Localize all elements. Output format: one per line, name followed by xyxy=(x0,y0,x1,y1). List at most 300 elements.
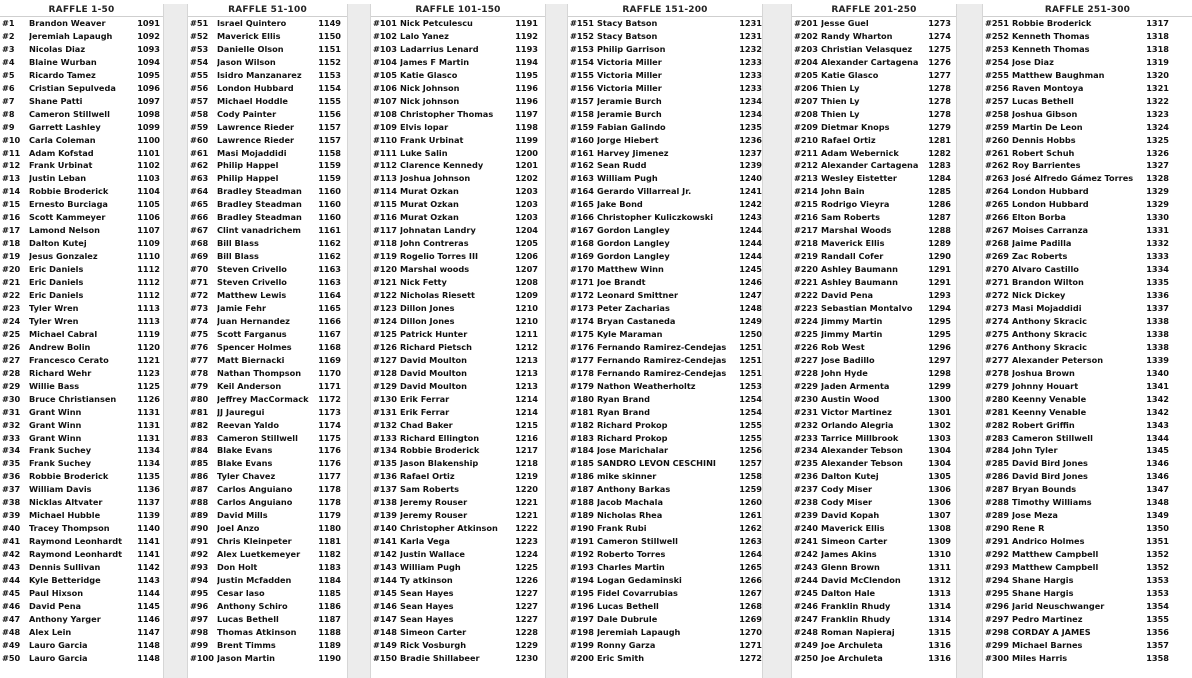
raffle-number: #31 xyxy=(2,406,21,417)
raffle-row xyxy=(568,561,762,574)
entrant-name: Joshua Brown xyxy=(1012,367,1075,378)
ticket-number: 1237 xyxy=(739,147,762,158)
ticket-number: 1338 xyxy=(1146,341,1169,352)
entrant-name: Nick Fetty xyxy=(400,277,447,288)
raffle-number: #93 xyxy=(190,562,209,573)
entrant-name: Richard Wehr xyxy=(29,367,92,378)
raffle-row xyxy=(0,354,163,367)
entrant-name: Blake Evans xyxy=(217,458,273,469)
entrant-name: Raymond Leonhardt xyxy=(29,549,123,560)
raffle-row xyxy=(983,496,1192,509)
raffle-row xyxy=(568,289,762,302)
entrant-name: Tracey Thompson xyxy=(29,523,110,534)
ticket-number: 1245 xyxy=(739,264,762,275)
ticket-number: 1268 xyxy=(739,600,762,611)
entrant-name: Clint vanadrichem xyxy=(217,225,301,236)
ticket-number: 1194 xyxy=(515,56,538,67)
raffle-number: #60 xyxy=(190,134,209,145)
entrant-name: Bradley Steadman xyxy=(217,212,302,223)
raffle-number: #220 xyxy=(794,264,818,275)
ticket-number: 1162 xyxy=(318,251,341,262)
raffle-number: #53 xyxy=(190,43,209,54)
raffle-number: #94 xyxy=(190,574,209,585)
entrant-name: Cameron Stillwell xyxy=(29,108,110,119)
entrant-name: Maverick Ellis xyxy=(821,523,885,534)
raffle-row xyxy=(188,224,347,237)
raffle-number: #208 xyxy=(794,108,818,119)
raffle-row xyxy=(983,367,1192,380)
raffle-number: #133 xyxy=(373,432,397,443)
raffle-row xyxy=(983,159,1192,172)
raffle-row xyxy=(568,56,762,69)
ticket-number: 1324 xyxy=(1146,121,1169,132)
ticket-number: 1248 xyxy=(739,302,762,313)
entrant-name: Masi Mojaddidi xyxy=(1012,302,1082,313)
entrant-name: Stacy Batson xyxy=(597,18,658,28)
raffle-number: #211 xyxy=(794,147,818,158)
entrant-name: Nick johnson xyxy=(400,95,460,106)
raffle-row xyxy=(371,159,545,172)
raffle-number: #243 xyxy=(794,562,818,573)
raffle-number: #189 xyxy=(570,510,594,521)
ticket-number: 1314 xyxy=(928,613,951,624)
ticket-number: 1251 xyxy=(739,354,762,365)
raffle-number: #116 xyxy=(373,212,397,223)
raffle-number: #272 xyxy=(985,290,1009,301)
raffle-number: #270 xyxy=(985,264,1009,275)
raffle-row xyxy=(0,17,163,30)
raffle-number: #136 xyxy=(373,471,397,482)
raffle-number: #147 xyxy=(373,613,397,624)
raffle-number: #6 xyxy=(2,82,15,93)
raffle-number: #106 xyxy=(373,82,397,93)
raffle-row xyxy=(0,237,163,250)
ticket-number: 1209 xyxy=(515,290,538,301)
raffle-number: #87 xyxy=(190,484,209,495)
raffle-number: #2 xyxy=(2,30,15,41)
ticket-number: 1351 xyxy=(1146,536,1169,547)
entrant-name: Brandon Weaver xyxy=(29,18,106,28)
ticket-number: 1212 xyxy=(515,341,538,352)
entrant-name: Roy Barrientes xyxy=(1012,160,1081,171)
entrant-name: Keil Anderson xyxy=(217,380,282,391)
raffle-number: #83 xyxy=(190,432,209,443)
raffle-number: #242 xyxy=(794,549,818,560)
panel-title: RAFFLE 251-300 xyxy=(983,4,1192,17)
raffle-row xyxy=(983,380,1192,393)
raffle-number: #187 xyxy=(570,484,594,495)
entrant-name: Garrett Lashley xyxy=(29,121,101,132)
entrant-name: Nicholas Riesett xyxy=(400,290,475,301)
ticket-number: 1213 xyxy=(515,380,538,391)
raffle-number: #107 xyxy=(373,95,397,106)
entrant-name: Lamond Nelson xyxy=(29,225,100,236)
ticket-number: 1341 xyxy=(1146,380,1169,391)
entrant-name: Lucas Bethell xyxy=(597,600,659,611)
entrant-name: Ladarrius Lenard xyxy=(400,43,479,54)
raffle-number: #223 xyxy=(794,302,818,313)
entrant-name: Johnatan Landry xyxy=(400,225,476,236)
raffle-row xyxy=(983,354,1192,367)
entrant-name: Blake Evans xyxy=(217,445,273,456)
ticket-number: 1270 xyxy=(739,626,762,637)
entrant-name: Randall Cofer xyxy=(821,251,884,262)
entrant-name: Randy Wharton xyxy=(821,30,893,41)
entrant-name: Jason Blakenship xyxy=(400,458,479,469)
ticket-number: 1309 xyxy=(928,536,951,547)
raffle-number: #44 xyxy=(2,574,21,585)
raffle-row xyxy=(0,496,163,509)
ticket-number: 1131 xyxy=(137,406,160,417)
raffle-number: #120 xyxy=(373,264,397,275)
raffle-number: #280 xyxy=(985,393,1009,404)
raffle-number: #5 xyxy=(2,69,15,80)
ticket-number: 1236 xyxy=(739,134,762,145)
raffle-number: #282 xyxy=(985,419,1009,430)
raffle-row xyxy=(188,17,347,30)
entrant-name: Robbie Broderick xyxy=(29,186,109,197)
raffle-number: #50 xyxy=(2,652,21,663)
entrant-name: Jeremy Rouser xyxy=(400,497,468,508)
raffle-row xyxy=(0,82,163,95)
ticket-number: 1291 xyxy=(928,264,951,275)
entrant-name: Cameron Stillwell xyxy=(217,432,298,443)
panel-title: RAFFLE 201-250 xyxy=(792,4,956,17)
raffle-row xyxy=(792,432,956,445)
raffle-number: #128 xyxy=(373,367,397,378)
ticket-number: 1261 xyxy=(739,510,762,521)
entrant-name: Gordon Langley xyxy=(597,251,670,262)
raffle-number: #192 xyxy=(570,549,594,560)
raffle-row xyxy=(371,134,545,147)
entrant-name: Eric Daniels xyxy=(29,277,84,288)
raffle-row xyxy=(188,354,347,367)
raffle-number: #265 xyxy=(985,199,1009,210)
raffle-number: #86 xyxy=(190,471,209,482)
raffle-number: #279 xyxy=(985,380,1009,391)
entrant-name: Nicolas Diaz xyxy=(29,43,86,54)
ticket-number: 1101 xyxy=(137,147,160,158)
ticket-number: 1224 xyxy=(515,549,538,560)
panel-title: RAFFLE 51-100 xyxy=(188,4,347,17)
raffle-number: #19 xyxy=(2,251,21,262)
column-gap xyxy=(163,4,188,678)
raffle-number: #268 xyxy=(985,238,1009,249)
ticket-number: 1251 xyxy=(739,341,762,352)
entrant-name: Richard Prokop xyxy=(597,432,668,443)
raffle-row xyxy=(371,95,545,108)
raffle-row xyxy=(371,237,545,250)
raffle-number: #238 xyxy=(794,497,818,508)
raffle-number: #245 xyxy=(794,587,818,598)
ticket-number: 1307 xyxy=(928,510,951,521)
raffle-number: #161 xyxy=(570,147,594,158)
raffle-row xyxy=(983,121,1192,134)
raffle-row xyxy=(0,419,163,432)
entrant-name: Jarid Neuschwanger xyxy=(1012,600,1105,611)
entrant-name: Kyle Maraman xyxy=(597,328,663,339)
raffle-row xyxy=(188,496,347,509)
ticket-number: 1327 xyxy=(1146,160,1169,171)
raffle-row xyxy=(371,509,545,522)
entrant-name: David Pena xyxy=(29,600,82,611)
raffle-row xyxy=(568,639,762,652)
ticket-number: 1328 xyxy=(1146,173,1169,184)
ticket-number: 1339 xyxy=(1146,354,1169,365)
ticket-number: 1331 xyxy=(1146,225,1169,236)
raffle-row xyxy=(371,444,545,457)
ticket-number: 1215 xyxy=(515,419,538,430)
raffle-row xyxy=(0,185,163,198)
raffle-number: #201 xyxy=(794,18,818,28)
entrant-name: Keenny Venable xyxy=(1012,406,1087,417)
raffle-row xyxy=(0,134,163,147)
entrant-name: Robbie Broderick xyxy=(1012,18,1092,28)
ticket-number: 1213 xyxy=(515,354,538,365)
raffle-number: #163 xyxy=(570,173,594,184)
entrant-name: Blaine Wurban xyxy=(29,56,97,67)
entrant-name: Adam Kofstad xyxy=(29,147,94,158)
ticket-number: 1241 xyxy=(739,186,762,197)
raffle-row xyxy=(568,237,762,250)
raffle-row xyxy=(188,289,347,302)
raffle-row xyxy=(0,380,163,393)
entrant-name: Erik Ferrar xyxy=(400,393,450,404)
raffle-number: #42 xyxy=(2,549,21,560)
raffle-number: #277 xyxy=(985,354,1009,365)
entrant-name: Carlos Anguiano xyxy=(217,497,293,508)
entrant-name: Cesar laso xyxy=(217,587,265,598)
raffle-row xyxy=(0,289,163,302)
raffle-row xyxy=(792,652,956,665)
raffle-number: #184 xyxy=(570,445,594,456)
raffle-number: #284 xyxy=(985,445,1009,456)
raffle-number: #149 xyxy=(373,639,397,650)
raffle-row xyxy=(371,522,545,535)
raffle-number: #61 xyxy=(190,147,209,158)
raffle-row xyxy=(792,147,956,160)
entrant-name: John Bain xyxy=(821,186,865,197)
entrant-name: Masi Mojaddidi xyxy=(217,147,287,158)
raffle-number: #18 xyxy=(2,238,21,249)
raffle-row xyxy=(568,483,762,496)
ticket-number: 1342 xyxy=(1146,393,1169,404)
ticket-number: 1227 xyxy=(515,587,538,598)
entrant-name: Tarrice Millbrook xyxy=(821,432,899,443)
ticket-number: 1195 xyxy=(515,69,538,80)
raffle-row xyxy=(371,626,545,639)
entrant-name: Victoria Miller xyxy=(597,82,662,93)
raffle-number: #20 xyxy=(2,264,21,275)
ticket-number: 1226 xyxy=(515,574,538,585)
raffle-number: #168 xyxy=(570,238,594,249)
ticket-number: 1338 xyxy=(1146,328,1169,339)
ticket-number: 1160 xyxy=(318,199,341,210)
raffle-row xyxy=(188,561,347,574)
raffle-row xyxy=(371,121,545,134)
ticket-number: 1176 xyxy=(318,445,341,456)
entrant-name: Steven Crivello xyxy=(217,277,287,288)
entrant-name: Robbie Broderick xyxy=(29,471,109,482)
raffle-row xyxy=(188,30,347,43)
raffle-number: #15 xyxy=(2,199,21,210)
entrant-name: Erik Ferrar xyxy=(400,406,450,417)
raffle-number: #177 xyxy=(570,354,594,365)
entrant-name: Ty atkinson xyxy=(400,574,453,585)
entrant-name: Nick Johnson xyxy=(400,82,460,93)
raffle-row xyxy=(371,341,545,354)
raffle-row xyxy=(0,639,163,652)
entrant-name: Clarence Kennedy xyxy=(400,160,484,171)
entrant-name: Pedro Martinez xyxy=(1012,613,1083,624)
raffle-number: #51 xyxy=(190,18,209,28)
raffle-row xyxy=(371,69,545,82)
entrant-name: Jorge Hiebert xyxy=(597,134,659,145)
ticket-number: 1148 xyxy=(137,639,160,650)
entrant-name: James Akins xyxy=(821,549,877,560)
raffle-number: #119 xyxy=(373,251,397,262)
raffle-number: #84 xyxy=(190,445,209,456)
entrant-name: Raymond Leonhardt xyxy=(29,536,123,547)
raffle-row xyxy=(568,43,762,56)
raffle-number: #123 xyxy=(373,302,397,313)
entrant-name: Philip Happel xyxy=(217,173,279,184)
ticket-number: 1303 xyxy=(928,432,951,443)
raffle-row xyxy=(371,600,545,613)
ticket-number: 1258 xyxy=(739,471,762,482)
raffle-number: #175 xyxy=(570,328,594,339)
raffle-number: #255 xyxy=(985,69,1009,80)
ticket-number: 1278 xyxy=(928,95,951,106)
raffle-row xyxy=(792,250,956,263)
ticket-number: 1167 xyxy=(318,328,341,339)
raffle-row xyxy=(188,419,347,432)
raffle-number: #101 xyxy=(373,18,397,28)
raffle-number: #256 xyxy=(985,82,1009,93)
entrant-name: Justin Wallace xyxy=(400,549,465,560)
raffle-row xyxy=(371,639,545,652)
ticket-number: 1105 xyxy=(137,199,160,210)
raffle-row xyxy=(568,587,762,600)
ticket-number: 1109 xyxy=(137,238,160,249)
raffle-number: #9 xyxy=(2,121,15,132)
ticket-number: 1277 xyxy=(928,69,951,80)
raffle-number: #141 xyxy=(373,536,397,547)
raffle-number: #134 xyxy=(373,445,397,456)
ticket-number: 1329 xyxy=(1146,199,1169,210)
raffle-row xyxy=(371,276,545,289)
entrant-name: Ricardo Tamez xyxy=(29,69,96,80)
raffle-row xyxy=(188,69,347,82)
entrant-name: Anthony Barkas xyxy=(597,484,671,495)
raffle-number: #124 xyxy=(373,315,397,326)
ticket-number: 1183 xyxy=(318,562,341,573)
entrant-name: Alexander Tebson xyxy=(821,445,903,456)
raffle-number: #125 xyxy=(373,328,397,339)
raffle-number: #206 xyxy=(794,82,818,93)
raffle-row xyxy=(188,172,347,185)
raffle-number: #278 xyxy=(985,367,1009,378)
ticket-number: 1135 xyxy=(137,471,160,482)
entrant-name: Bradley Steadman xyxy=(217,199,302,210)
entrant-name: Kenneth Thomas xyxy=(1012,30,1090,41)
entrant-name: Keenny Venable xyxy=(1012,393,1087,404)
entrant-name: Matthew Campbell xyxy=(1012,549,1099,560)
ticket-number: 1288 xyxy=(928,225,951,236)
entrant-name: Joshua Johnson xyxy=(400,173,471,184)
raffle-number: #8 xyxy=(2,108,15,119)
raffle-number: #167 xyxy=(570,225,594,236)
entrant-name: Andrico Holmes xyxy=(1012,536,1085,547)
raffle-row xyxy=(792,289,956,302)
ticket-number: 1300 xyxy=(928,393,951,404)
raffle-number: #294 xyxy=(985,574,1009,585)
raffle-row xyxy=(983,548,1192,561)
raffle-row xyxy=(371,548,545,561)
raffle-number: #214 xyxy=(794,186,818,197)
ticket-number: 1191 xyxy=(515,18,538,28)
raffle-row xyxy=(188,276,347,289)
entrant-name: Frank Suchey xyxy=(29,445,92,456)
ticket-number: 1178 xyxy=(318,497,341,508)
ticket-number: 1219 xyxy=(515,471,538,482)
raffle-number: #3 xyxy=(2,43,15,54)
ticket-number: 1342 xyxy=(1146,406,1169,417)
raffle-number: #142 xyxy=(373,549,397,560)
entrant-name: Nathan Thompson xyxy=(217,367,302,378)
raffle-number: #14 xyxy=(2,186,21,197)
entrant-name: Shane Hargis xyxy=(1012,574,1074,585)
entrant-name: Dillon Jones xyxy=(400,315,455,326)
raffle-row xyxy=(792,574,956,587)
raffle-row xyxy=(983,393,1192,406)
raffle-row xyxy=(983,289,1192,302)
ticket-number: 1146 xyxy=(137,613,160,624)
raffle-number: #281 xyxy=(985,406,1009,417)
raffle-row xyxy=(983,302,1192,315)
entrant-name: Sebastian Montalvo xyxy=(821,302,913,313)
entrant-name: Austin Wood xyxy=(821,393,880,404)
entrant-name: Steven Crivello xyxy=(217,264,287,275)
ticket-number: 1348 xyxy=(1146,497,1169,508)
raffle-row xyxy=(0,159,163,172)
raffle-row xyxy=(0,406,163,419)
entrant-name: Rob West xyxy=(821,341,865,352)
entrant-name: Victoria Miller xyxy=(597,56,662,67)
raffle-number: #224 xyxy=(794,315,818,326)
raffle-row xyxy=(188,315,347,328)
entrant-name: Bradley Steadman xyxy=(217,186,302,197)
entrant-name: Cody Miser xyxy=(821,484,873,495)
ticket-number: 1203 xyxy=(515,199,538,210)
entrant-name: Jacob Machala xyxy=(597,497,663,508)
raffle-row xyxy=(188,147,347,160)
entrant-name: William Pugh xyxy=(597,173,658,184)
ticket-number: 1358 xyxy=(1146,652,1169,663)
raffle-number: #267 xyxy=(985,225,1009,236)
entrant-name: Jason Martin xyxy=(217,652,276,663)
entrant-name: JJ Jauregui xyxy=(217,406,265,417)
ticket-number: 1161 xyxy=(318,225,341,236)
raffle-number: #64 xyxy=(190,186,209,197)
raffle-number: #292 xyxy=(985,549,1009,560)
ticket-number: 1350 xyxy=(1146,523,1169,534)
ticket-number: 1321 xyxy=(1146,82,1169,93)
entrant-name: David Moulton xyxy=(400,367,467,378)
entrant-name: Thien Ly xyxy=(821,95,860,106)
raffle-row xyxy=(983,185,1192,198)
raffle-row xyxy=(188,522,347,535)
